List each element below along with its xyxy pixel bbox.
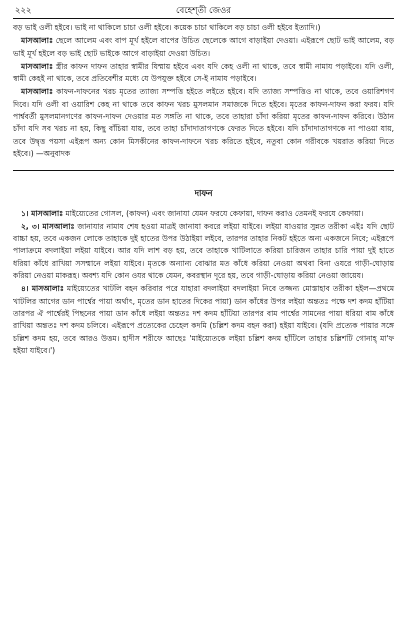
paragraph: ১। মাসআলাঃ মাইয়্যেতের গোসল, (কাফন) এবং জানাযা যেমন ফরযে কেফায়া, দাফন করাও তেমনই ফরযে কেফায়া। [21,208,364,218]
paragraph: মাসআলাঃ কাফন-দাফনের খরচ মৃতের ত্যাজ্য সম্পত্তি হইতে লইতে হইবে। যদি ত্যাজ্য সম্পত্তিও না থাকে, তবে ওয়ারিশগণ দিবে। যদি ওলী বা ওয়ারিশ কেহ না থাকে তবে কাফন খরচ মুসলমান সমাজকে দিতে হইবে। মৃতের কাফন-দাফন করা ফরয। যদি পার্শ্ববর্তী মুসলমানগণের কাফন-দাফন দেওয়ার মত সঙ্গতি না থাকে, তবে তাহারা চাঁদা করিয়া মৃতের কাফন-দাফন করিবে। উঠান চাঁদা যদি সব খরচ না হয়, কিছু বাঁচিয়া যায়, তবে তাহা চাঁদাদাতাগণকে ফেরত দিতে হইবে। যদি চাঁদাদাতাগণকে না পাওয়া যায়, তবে উদ্বৃত্ত পয়সা এইরূপ অন্য কোন মিসকীনের কাফন-দাফনে খরচ করিতে হইবে, নতুবা কোন গরীবকে খয়রাত করিয়া দিতে হইবে।) —অনুবাদক [13,87,394,158]
masala-label: মাসআলাঃ [21,87,54,97]
section-kafan [13,22,394,160]
page-number: ২২২ [15,6,32,16]
paragraph: ৪। মাসআলাঃ মাইয়্যেতের খাটলি বহন করিবার পরে যাহারা বদলাইয়া বদলাইয়া নিবে তজ্জন্য মোস্তাহাব তরীকা হইল—প্রথমে খাটলির আগের ডান পার্শ্বের পায়া অর্থাৎ, মৃতের ডান হাতের দিকের পায়া) ডান কাঁধের উপর লইয়া অন্ততঃ পক্ষে দশ কদম হাঁটিয়া তারপর ঐ পার্শ্বেরই পিছনের পায়া ডান কাঁধে লইয়া অন্ততঃ দশ কদম হাঁটিয়া তারপর বাম পার্শ্বের সামনের পায়া ধরিয়া বাম কাঁধে রাখিয়া অন্ততঃ দশ কদম চলিবে। এইরূপে প্রত্যেকের চেহেল কদমি (চল্লিশ কদম বহন করা) হইয়া যাইবে। (যদি প্রত্যেক পায়ার সঙ্গে চল্লিশ কদম হয়, তবে আরও উত্তম। হাদীস শরীফে আছেঃ 'মাইয়্যেতকে লইয়া চল্লিশ কদম হাঁটিলে তাহার চল্লিশটি গোনাহ্‌ মা'ফ হইয়া যাইবে।') [13,284,395,355]
paragraph: মাসআলাঃ স্ত্রীর কাফন দাফন তাহার স্বামীর যিম্মায় হইবে এবং যদি কেহ ওলী না থাকে, তবে স্বামী নামায পড়াইবে। যদি ওলী, স্বামী কেহই না থাকে, তবে প্রতিবেশীর মধ্যে যে উপযুক্ত হইবে সে-ই নামায পড়াইবে। [13,61,394,84]
section-heading: দাফন [194,188,213,199]
page-header [13,5,394,18]
section-dafan [13,170,394,357]
header-rule [13,18,394,19]
masala-label: মাসআলাঃ [21,61,54,71]
masala-label: মাসআলাঃ [21,36,54,46]
book-title: বেহেশ্‌তী জেওর [176,6,231,16]
paragraph: মাসআলাঃ ছেলে আলেম এবং বাপ মূর্খ হইলে বাপের উচিত ছেলেকে আগে বাড়াইয়া দেওয়া। এইরূপে ছোট ভাই আলেম, বড় ভাই মূর্খ হইলে বড় ভাই ছোট ভাইকে আগে বাড়াইয়া দেওয়া উচিত। [13,36,394,58]
masala-label: ১। মাসআলাঃ [21,208,64,218]
paragraph: ২, ৩। মাসআলাঃ জানাযার নামায শেষ হওয়া মাত্রই জানাযা কবরে লইয়া যাইবে। লইয়া যাওয়ার সুন্নত তরীকা এইঃ যদি ছোট বাচ্চা হয়, তবে একজন লোকে তাহাকে দুই হাতের উপর উঠাইয়া লইবে, তারপর তাহার নিকট হইতে অন্য একজনে নিবে; এইরূপে পালাক্রমে বদলাইয়া লইয়া যাইবে। আর যদি লাশ বড় হয়, তবে তাহাকে খাটিলাতে করিয়া চারিজন তাহার চারি পায়া দুই হাতে ধরিয়া কাঁধে রাখিয়া সসম্মানে লইয়া যাইবে। মৃতকে অন্যান্য বোঝার মত কাঁধে করিয়া নেওয়া অথবা বিনা ওযরে গাড়ী-ঘোড়ায় করিয়া নেওয়া মাকরূহ। অবশ্য যদি কোন ওযর থাকে যেমন, কবরস্থান দূরে হয়, তবে গাড়ী-ঘোড়ায় করিয়া নেওয়া জায়েয। [13,221,394,281]
masala-label: ৪। মাসআলাঃ [21,284,64,294]
paragraph: বড় ভাই ওলী হইবে। ভাই না থাকিলে চাচা ওলী হইবে। কয়েক চাচা থাকিলে বড় চাচা ওলী হইবে ইত্যাদি।) [13,23,321,32]
masala-label: ২, ৩। মাসআলাঃ [21,221,75,231]
section-divider [13,170,394,171]
